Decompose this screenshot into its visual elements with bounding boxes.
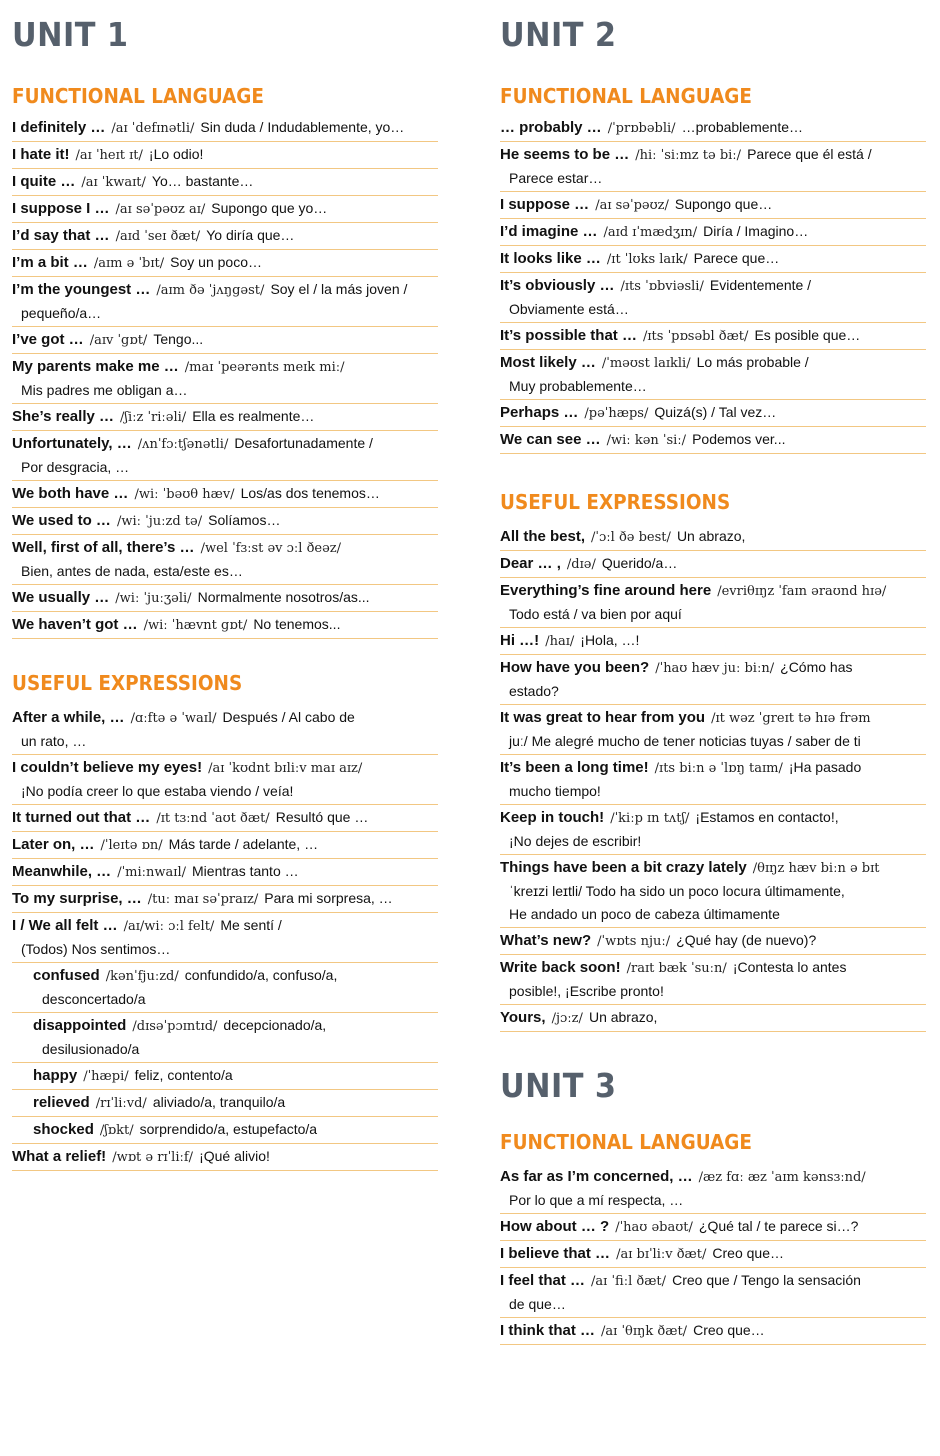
entry-translation-continued: (Todos) Nos sentimos… — [21, 941, 171, 957]
entry-translation: Podemos ver... — [692, 431, 786, 447]
entry-phrase: I couldn’t believe my eyes! — [12, 759, 203, 776]
vocab-entry — [500, 246, 926, 273]
entry-translation: Diría / Imagino… — [703, 223, 809, 239]
entry-pronunciation: /wiː ˈjuːʒəli/ — [115, 591, 192, 606]
vocab-entry — [500, 350, 926, 400]
entry-translation: Querido/a… — [601, 555, 678, 571]
entry-translation: ¡Hola, …! — [580, 632, 640, 648]
entry-pronunciation: /wel ˈfɜːst əv ɔːl ðeəz/ — [200, 541, 342, 556]
entry-translation-continued: Por desgracia, … — [21, 459, 130, 475]
vocab-entry — [12, 859, 438, 886]
entry-translation: Resultó que … — [275, 809, 369, 825]
entry-translation-continued: He andado un poco de cabeza últimamente — [509, 906, 780, 922]
entry-pronunciation: /æz fɑː æz ˈaɪm kənsɜːnd/ — [698, 1170, 866, 1185]
entry-pronunciation: /ʃiːz ˈriːəli/ — [120, 410, 187, 425]
entry-translation: Yo… bastante… — [151, 173, 254, 189]
unit-1-useful-expressions-list — [12, 705, 438, 1171]
entry-translation-continued: posible!, ¡Escribe pronto! — [509, 983, 664, 999]
entry-translation: ¡Contesta lo antes — [732, 959, 847, 975]
entry-translation: ¡Ha pasado — [788, 759, 862, 775]
entry-pronunciation: /aɪ bɪˈliːv ðæt/ — [616, 1247, 707, 1262]
vocab-entry — [500, 115, 926, 142]
entry-pronunciation: /ˈhæpi/ — [83, 1069, 129, 1084]
entry-pronunciation: /ˈməʊst laɪkli/ — [601, 356, 691, 371]
entry-translation: Desafortunadamente / — [234, 435, 373, 451]
entry-translation: Supongo que yo… — [211, 200, 328, 216]
entry-translation-continued: juː/ Me alegré mucho de tener noticias tuyas / saber de ti — [509, 733, 861, 749]
entry-pronunciation: /θɪŋz hæv biːn ə bɪt — [752, 861, 880, 876]
vocab-entry — [12, 327, 438, 354]
entry-phrase: Dear … , — [500, 555, 561, 572]
entry-pronunciation: /ɪt tɜːnd ˈaʊt ðæt/ — [156, 811, 270, 826]
vocab-entry — [500, 1164, 926, 1214]
entry-phrase: I definitely … — [12, 119, 106, 136]
entry-phrase: Perhaps … — [500, 404, 579, 421]
entry-phrase: Things have been a bit crazy lately — [500, 859, 747, 876]
entry-phrase: It’s obviously … — [500, 277, 615, 294]
vocab-entry — [12, 1144, 438, 1171]
entry-pronunciation: /maɪ ˈpeərənts meɪk miː/ — [184, 360, 345, 375]
unit-1-functional-language-list — [12, 115, 438, 639]
entry-translation: Normalmente nosotros/as... — [197, 589, 370, 605]
vocab-entry — [12, 354, 438, 404]
vocab-entry — [500, 142, 926, 192]
entry-phrase: It turned out that … — [12, 809, 151, 826]
vocab-entry — [12, 1090, 438, 1117]
entry-pronunciation: /wiː ˈhævnt gɒt/ — [143, 618, 248, 633]
unit-1-useful-expressions-heading: USEFUL EXPRESSIONS — [12, 671, 243, 695]
entry-phrase: I suppose … — [500, 196, 590, 213]
entry-translation: Yo diría que… — [206, 227, 295, 243]
vocab-entry — [500, 323, 926, 350]
entry-phrase: I hate it! — [12, 146, 70, 163]
entry-translation-continued: desilusionado/a — [42, 1041, 140, 1057]
entry-phrase: After a while, … — [12, 709, 125, 726]
vocab-entry — [500, 928, 926, 955]
entry-pronunciation: /aɪd ɪˈmædʒɪn/ — [603, 225, 698, 240]
left-column — [12, 0, 438, 1171]
entry-phrase: It’s been a long time! — [500, 759, 649, 776]
entry-phrase: Keep in touch! — [500, 809, 605, 826]
vocab-entry — [12, 755, 438, 805]
entry-pronunciation: /ˈprɒbəbli/ — [607, 121, 676, 136]
entry-pronunciation: /aɪ ˈkwaɪt/ — [81, 175, 146, 190]
entry-phrase: I’d say that … — [12, 227, 110, 244]
entry-pronunciation: /wiː ˈjuːzd tə/ — [116, 514, 203, 529]
vocab-entry — [12, 585, 438, 612]
unit-3-functional-language-heading: FUNCTIONAL LANGUAGE — [500, 1130, 752, 1154]
vocab-entry — [12, 1063, 438, 1090]
entry-phrase: I quite … — [12, 173, 76, 190]
entry-translation: Un abrazo, — [588, 1009, 658, 1025]
entry-translation-continued: ˈkreɪzi leɪtli/ Todo ha sido un poco locura últimamente, — [509, 883, 845, 899]
entry-pronunciation: /ˈleɪtə ɒn/ — [100, 838, 163, 853]
vocab-entry — [12, 169, 438, 196]
entry-pronunciation: /aɪ ˈfiːl ðæt/ — [591, 1274, 667, 1289]
entry-translation-continued: mucho tiempo! — [509, 783, 601, 799]
vocab-entry — [12, 832, 438, 859]
unit-2-functional-language-list — [500, 115, 926, 454]
entry-pronunciation: /aɪm ə ˈbɪt/ — [93, 256, 165, 271]
vocab-entry — [500, 1005, 926, 1032]
entry-pronunciation: /ɪt wəz ˈgreɪt tə hɪə frəm — [711, 711, 871, 726]
entry-phrase: shocked — [33, 1121, 94, 1138]
vocab-entry — [12, 508, 438, 535]
vocab-entry — [500, 1241, 926, 1268]
entry-phrase: It looks like … — [500, 250, 601, 267]
entry-phrase: All the best, — [500, 528, 586, 545]
entry-translation: feliz, contento/a — [134, 1067, 233, 1083]
vocab-entry — [12, 142, 438, 169]
vocab-entry — [500, 192, 926, 219]
entry-translation-continued: Bien, antes de nada, esta/este es… — [21, 563, 243, 579]
vocab-entry — [12, 705, 438, 755]
entry-phrase: Later on, … — [12, 836, 95, 853]
vocab-entry — [12, 481, 438, 508]
vocab-entry — [12, 612, 438, 639]
entry-pronunciation: /aɪd ˈseɪ ðæt/ — [115, 229, 201, 244]
entry-pronunciation: /ˈkiːp ɪn tʌtʃ/ — [610, 811, 690, 826]
entry-pronunciation: /aɪ/wiː ɔːl felt/ — [123, 919, 215, 934]
entry-translation-continued: Muy probablemente… — [509, 378, 647, 394]
entry-phrase: happy — [33, 1067, 78, 1084]
vocab-entry — [12, 1117, 438, 1144]
entry-translation: Es posible que… — [754, 327, 861, 343]
entry-translation-continued: estado? — [509, 683, 559, 699]
vocab-entry — [500, 655, 926, 705]
unit-1-functional-language-heading: FUNCTIONAL LANGUAGE — [12, 84, 264, 108]
entry-translation: Supongo que… — [674, 196, 773, 212]
entry-translation: Parece que él está / — [747, 146, 872, 162]
entry-pronunciation: /aɪ səˈpəʊz aɪ/ — [115, 202, 206, 217]
entry-translation: Un abrazo, — [676, 528, 746, 544]
entry-phrase: Hi …! — [500, 632, 540, 649]
unit-3-functional-language-list — [500, 1164, 926, 1345]
entry-translation: Soy el / la más joven / — [270, 281, 408, 297]
vocab-entry — [12, 431, 438, 481]
entry-pronunciation: /dɪsəˈpɔɪntɪd/ — [132, 1019, 218, 1034]
entry-pronunciation: /aɪv ˈgɒt/ — [89, 333, 148, 348]
entry-translation: Ella es realmente… — [192, 408, 315, 424]
entry-translation-continued: desconcertado/a — [42, 991, 146, 1007]
entry-phrase: relieved — [33, 1094, 90, 1111]
entry-phrase: I’m a bit … — [12, 254, 88, 271]
entry-translation-continued: Parece estar… — [509, 170, 603, 186]
vocab-entry — [500, 755, 926, 805]
entry-pronunciation: /aɪ ˈkʊdnt bɪliːv maɪ aɪz/ — [208, 761, 363, 776]
entry-pronunciation: /aɪ ˈdefɪnətli/ — [111, 121, 195, 136]
entry-phrase: My parents make me … — [12, 358, 179, 375]
vocab-entry — [500, 400, 926, 427]
entry-pronunciation: /ˈɔːl ðə best/ — [591, 530, 671, 545]
entry-phrase: We can see … — [500, 431, 601, 448]
vocab-entry — [500, 628, 926, 655]
entry-phrase: confused — [33, 967, 100, 984]
entry-phrase: disappointed — [33, 1017, 127, 1034]
entry-translation: Mientras tanto … — [192, 863, 299, 879]
entry-phrase: What’s new? — [500, 932, 592, 949]
entry-pronunciation: /ʌnˈfɔːtʃənətli/ — [137, 437, 229, 452]
entry-phrase: I / We all felt … — [12, 917, 118, 934]
entry-translation-continued: pequeño/a… — [21, 305, 102, 321]
unit-1-title: UNIT 1 — [12, 15, 129, 54]
entry-phrase: Yours, — [500, 1009, 546, 1026]
entry-pronunciation: /raɪt bæk ˈsuːn/ — [626, 961, 727, 976]
entry-translation: ¿Cómo has — [780, 659, 853, 675]
entry-translation: Solíamos… — [208, 512, 281, 528]
entry-phrase: Unfortunately, … — [12, 435, 132, 452]
vocab-entry — [500, 1318, 926, 1345]
entry-translation-continued: un rato, … — [21, 733, 87, 749]
entry-pronunciation: /dɪə/ — [566, 557, 596, 572]
entry-translation: Creo que / Tengo la sensación — [672, 1272, 861, 1288]
entry-pronunciation: /ɪts biːn ə ˈlɒŋ taɪm/ — [654, 761, 783, 776]
entry-translation: Después / Al cabo de — [222, 709, 355, 725]
entry-phrase: I suppose I … — [12, 200, 110, 217]
vocab-entry — [12, 886, 438, 913]
entry-phrase: I think that … — [500, 1322, 595, 1339]
entry-phrase: As far as I’m concerned, … — [500, 1168, 693, 1185]
entry-pronunciation: /aɪ ˈheɪt ɪt/ — [75, 148, 143, 163]
entry-phrase: I feel that … — [500, 1272, 586, 1289]
vocab-entry — [12, 404, 438, 431]
vocab-entry — [500, 1214, 926, 1241]
vocab-entry — [12, 805, 438, 832]
entry-translation: ¡Estamos en contacto!, — [695, 809, 839, 825]
entry-translation-continued: Mis padres me obligan a… — [21, 382, 188, 398]
vocab-entry — [12, 963, 438, 1013]
vocab-entry — [500, 705, 926, 755]
vocab-entry — [12, 223, 438, 250]
entry-phrase: We used to … — [12, 512, 111, 529]
entry-pronunciation: /evriθɪŋz ˈfaɪn əraʊnd hɪə/ — [717, 584, 887, 599]
entry-translation: Creo que… — [712, 1245, 784, 1261]
vocab-entry — [12, 1013, 438, 1063]
entry-pronunciation: /ˈhaʊ əbaʊt/ — [615, 1220, 693, 1235]
entry-pronunciation: /wɒt ə rɪˈliːf/ — [112, 1150, 194, 1165]
entry-pronunciation: /aɪm ðə ˈjʌŋgəst/ — [156, 283, 265, 298]
entry-pronunciation: /hiː ˈsiːmz tə biː/ — [635, 148, 742, 163]
entry-translation-continued: Por lo que a mí respecta, … — [509, 1192, 684, 1208]
entry-translation: Parece que… — [693, 250, 780, 266]
entry-translation: Tengo... — [153, 331, 204, 347]
vocab-entry — [500, 855, 926, 928]
unit-2-title: UNIT 2 — [500, 15, 617, 54]
entry-pronunciation: /rɪˈliːvd/ — [95, 1096, 147, 1111]
entry-pronunciation: /ˈwɒts njuː/ — [597, 934, 671, 949]
vocab-entry — [500, 273, 926, 323]
vocab-entry — [12, 535, 438, 585]
entry-phrase: I’d imagine … — [500, 223, 598, 240]
entry-phrase: I’ve got … — [12, 331, 84, 348]
entry-phrase: Well, first of all, there’s … — [12, 539, 195, 556]
entry-phrase: Most likely … — [500, 354, 596, 371]
entry-phrase: How have you been? — [500, 659, 650, 676]
entry-translation: aliviado/a, tranquilo/a — [152, 1094, 286, 1110]
entry-translation: Para mi sorpresa, … — [264, 890, 393, 906]
entry-translation: decepcionado/a, — [223, 1017, 327, 1033]
entry-translation: Los/as dos tenemos… — [240, 485, 380, 501]
entry-translation: …probablemente… — [681, 119, 803, 135]
entry-translation-continued: Obviamente está… — [509, 301, 629, 317]
entry-phrase: We haven’t got … — [12, 616, 138, 633]
entry-phrase: It’s possible that … — [500, 327, 637, 344]
entry-pronunciation: /aɪ ˈθɪŋk ðæt/ — [601, 1324, 688, 1339]
entry-translation: Quizá(s) / Tal vez… — [654, 404, 777, 420]
entry-pronunciation: /haɪ/ — [545, 634, 575, 649]
entry-phrase: … probably … — [500, 119, 602, 136]
unit-2-useful-expressions-list — [500, 524, 926, 1032]
entry-pronunciation: /ɪt ˈlʊks laɪk/ — [606, 252, 688, 267]
entry-translation: No tenemos... — [253, 616, 341, 632]
entry-translation: Lo más probable / — [696, 354, 809, 370]
entry-pronunciation: /ˈmiːnwaɪl/ — [117, 865, 186, 880]
entry-translation: sorprendido/a, estupefacto/a — [139, 1121, 318, 1137]
entry-pronunciation: /tuː maɪ səˈpraɪz/ — [147, 892, 259, 907]
vocab-entry — [12, 913, 438, 963]
entry-phrase: How about … ? — [500, 1218, 610, 1235]
entry-phrase: I believe that … — [500, 1245, 611, 1262]
entry-phrase: I’m the youngest … — [12, 281, 151, 298]
entry-phrase: It was great to hear from you — [500, 709, 706, 726]
entry-translation-continued: Todo está / va bien por aquí — [509, 606, 682, 622]
entry-pronunciation: /ɪts ˈpɒsəbl ðæt/ — [643, 329, 749, 344]
entry-translation: Evidentemente / — [709, 277, 812, 293]
entry-phrase: To my surprise, … — [12, 890, 142, 907]
entry-pronunciation: /pəˈhæps/ — [584, 406, 649, 421]
vocab-entry — [500, 955, 926, 1005]
vocab-entry — [500, 805, 926, 855]
entry-translation: Más tarde / adelante, … — [168, 836, 319, 852]
entry-translation: confundido/a, confuso/a, — [184, 967, 338, 983]
vocab-entry — [500, 1268, 926, 1318]
vocab-entry — [12, 250, 438, 277]
entry-pronunciation: /wiː ˈbəʊθ hæv/ — [134, 487, 235, 502]
entry-translation: ¿Qué hay (de nuevo)? — [676, 932, 817, 948]
entry-pronunciation: /wiː kən ˈsiː/ — [606, 433, 687, 448]
unit-2-functional-language-heading: FUNCTIONAL LANGUAGE — [500, 84, 752, 108]
right-column — [500, 0, 926, 1345]
entry-phrase: Everything’s fine around here — [500, 582, 712, 599]
entry-translation-continued: de que… — [509, 1296, 566, 1312]
entry-translation: ¡Qué alivio! — [199, 1148, 270, 1164]
entry-phrase: He seems to be … — [500, 146, 630, 163]
entry-pronunciation: /ʃɒkt/ — [99, 1123, 134, 1138]
entry-pronunciation: /ɑːftə ə ˈwaɪl/ — [130, 711, 217, 726]
entry-phrase: Meanwhile, … — [12, 863, 112, 880]
entry-translation-continued: ¡No podía creer lo que estaba viendo / veía! — [21, 783, 294, 799]
entry-translation: Soy un poco… — [170, 254, 262, 270]
entry-phrase: Write back soon! — [500, 959, 621, 976]
vocab-entry — [500, 524, 926, 551]
entry-phrase: What a relief! — [12, 1148, 107, 1165]
entry-pronunciation: /ɪts ˈɒbviəsli/ — [620, 279, 704, 294]
vocab-entry — [12, 115, 438, 142]
vocab-entry — [12, 277, 438, 327]
entry-phrase: She’s really … — [12, 408, 114, 425]
entry-translation: Me sentí / — [220, 917, 282, 933]
vocab-entry — [500, 578, 926, 628]
entry-translation: ¡Lo odio! — [148, 146, 204, 162]
unit-2-useful-expressions-heading: USEFUL EXPRESSIONS — [500, 490, 731, 514]
entry-phrase: We usually … — [12, 589, 110, 606]
unit-3-title: UNIT 3 — [500, 1066, 617, 1105]
entry-pronunciation: /aɪ səˈpəʊz/ — [595, 198, 669, 213]
entry-pronunciation: /kənˈfjuːzd/ — [105, 969, 179, 984]
entry-pronunciation: /ˈhaʊ hæv juː biːn/ — [655, 661, 775, 676]
entry-pronunciation: /jɔːz/ — [551, 1011, 583, 1026]
entry-translation-continued: ¡No dejes de escribir! — [509, 833, 642, 849]
entry-translation: Sin duda / Indudablemente, yo… — [200, 119, 405, 135]
entry-translation: Creo que… — [693, 1322, 765, 1338]
entry-phrase: We both have … — [12, 485, 129, 502]
vocab-entry — [500, 219, 926, 246]
vocab-entry — [12, 196, 438, 223]
vocab-entry — [500, 427, 926, 454]
vocab-entry — [500, 551, 926, 578]
entry-translation: ¿Qué tal / te parece si…? — [698, 1218, 859, 1234]
